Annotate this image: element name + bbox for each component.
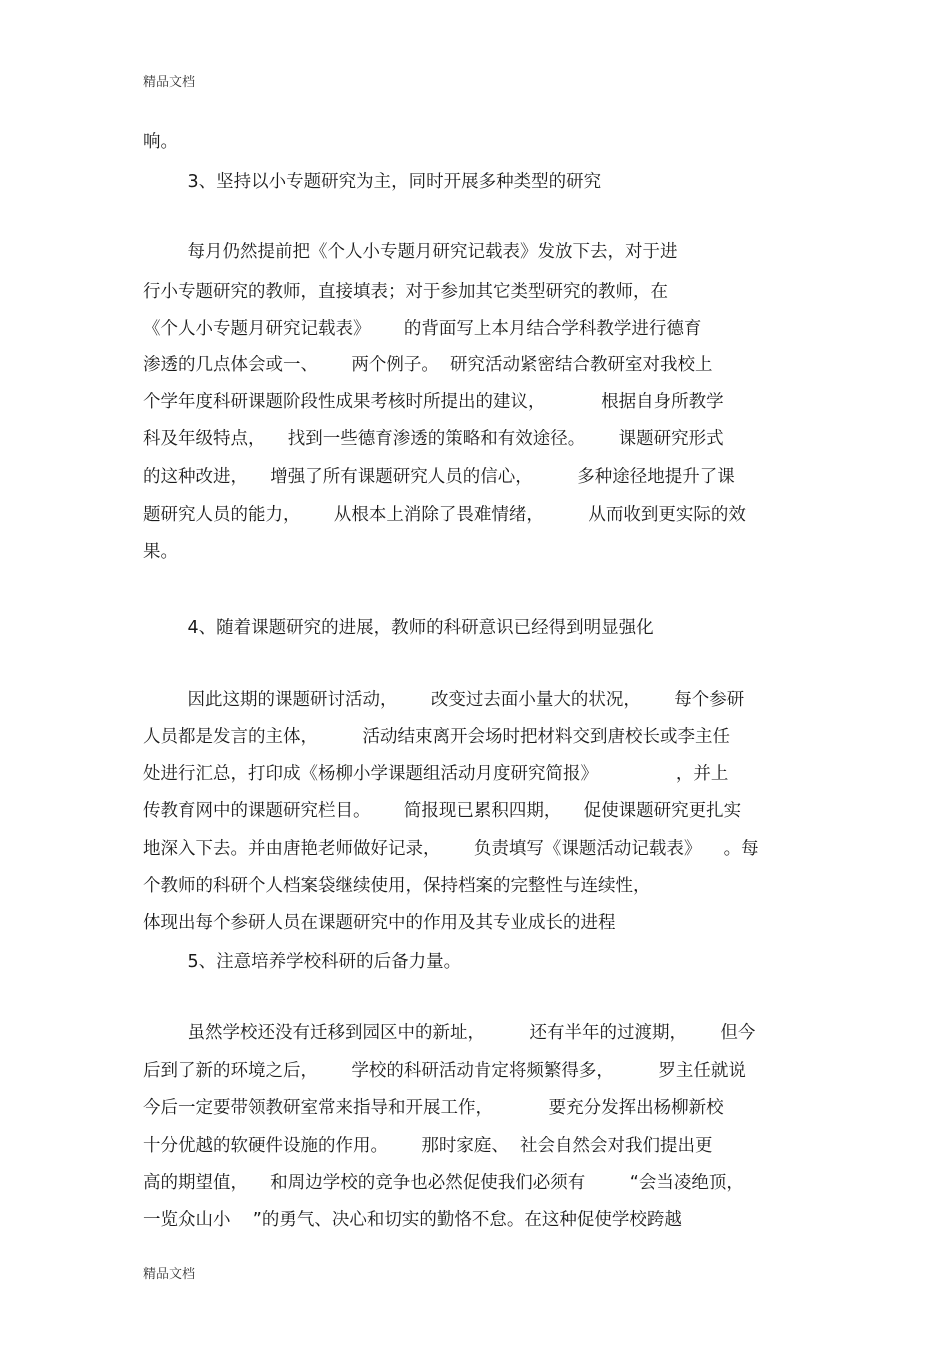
text-line: 地深入下去。并由唐艳老师做好记录， 负责填写《课题活动记载表》 。每 bbox=[143, 839, 759, 859]
text-line: 题研究人员的能力， 从根本上消除了畏难情绪， 从而收到更实际的效 bbox=[143, 505, 746, 525]
text-line: 果。 bbox=[143, 542, 178, 562]
text-line: 处进行汇总，打印成《杨柳小学课题组活动月度研究简报》 ，并上 bbox=[143, 764, 729, 784]
page-footer: 精品文档 bbox=[143, 1267, 196, 1282]
section-heading: 3、坚持以小专题研究为主，同时开展多种类型的研究 bbox=[143, 172, 602, 192]
text-line: 今后一定要带领教研室常来指导和开展工作， 要充分发挥出杨柳新校 bbox=[143, 1098, 724, 1118]
text-line: 响。 bbox=[143, 132, 178, 152]
text-line: 科及年级特点， 找到一些德育渗透的策略和有效途径。 课题研究形式 bbox=[143, 429, 724, 449]
text-line: 行小专题研究的教师，直接填表；对于参加其它类型研究的教师，在 bbox=[143, 282, 668, 302]
text-line: 传教育网中的课题研究栏目。 简报现已累积四期， 促使课题研究更扎实 bbox=[143, 801, 742, 821]
text-line: 体现出每个参研人员在课题研究中的作用及其专业成长的进程 bbox=[143, 913, 616, 933]
text-line: 个学年度科研课题阶段性成果考核时所提出的建议， 根据自身所教学 bbox=[143, 392, 724, 412]
text-line: 《个人小专题月研究记载表》 的背面写上本月结合学科教学进行德育 bbox=[143, 319, 702, 339]
text-line: 因此这期的课题研讨活动， 改变过去面小量大的状况， 每个参研 bbox=[143, 690, 745, 710]
section-heading: 4、随着课题研究的进展，教师的科研意识已经得到明显强化 bbox=[143, 618, 654, 638]
page-header: 精品文档 bbox=[143, 75, 196, 90]
text-line: 一览众山小 ”的勇气、决心和切实的勤恪不怠。在这种促使学校跨越 bbox=[143, 1210, 682, 1230]
text-line: 虽然学校还没有迁移到园区中的新址， 还有半年的过渡期， 但今 bbox=[143, 1023, 756, 1043]
section-heading: 5、注意培养学校科研的后备力量。 bbox=[143, 952, 462, 972]
text-line: 每月仍然提前把《个人小专题月研究记载表》发放下去，对于进 bbox=[143, 242, 678, 262]
text-line: 渗透的几点体会或一、 两个例子。 研究活动紧密结合教研室对我校上 bbox=[143, 355, 713, 375]
text-line: 十分优越的软硬件设施的作用。 那时家庭、 社会自然会对我们提出更 bbox=[143, 1136, 713, 1156]
text-line: 高的期望值， 和周边学校的竞争也必然促使我们必须有 “会当凌绝顶， bbox=[143, 1173, 744, 1193]
text-line: 个教师的科研个人档案袋继续使用，保持档案的完整性与连续性， bbox=[143, 876, 651, 896]
text-line: 的这种改进， 增强了所有课题研究人员的信心， 多种途径地提升了课 bbox=[143, 467, 735, 487]
text-line: 人员都是发言的主体， 活动结束离开会场时把材料交到唐校长或李主任 bbox=[143, 727, 730, 747]
text-line: 后到了新的环境之后， 学校的科研活动肯定将频繁得多， 罗主任就说 bbox=[143, 1061, 746, 1081]
